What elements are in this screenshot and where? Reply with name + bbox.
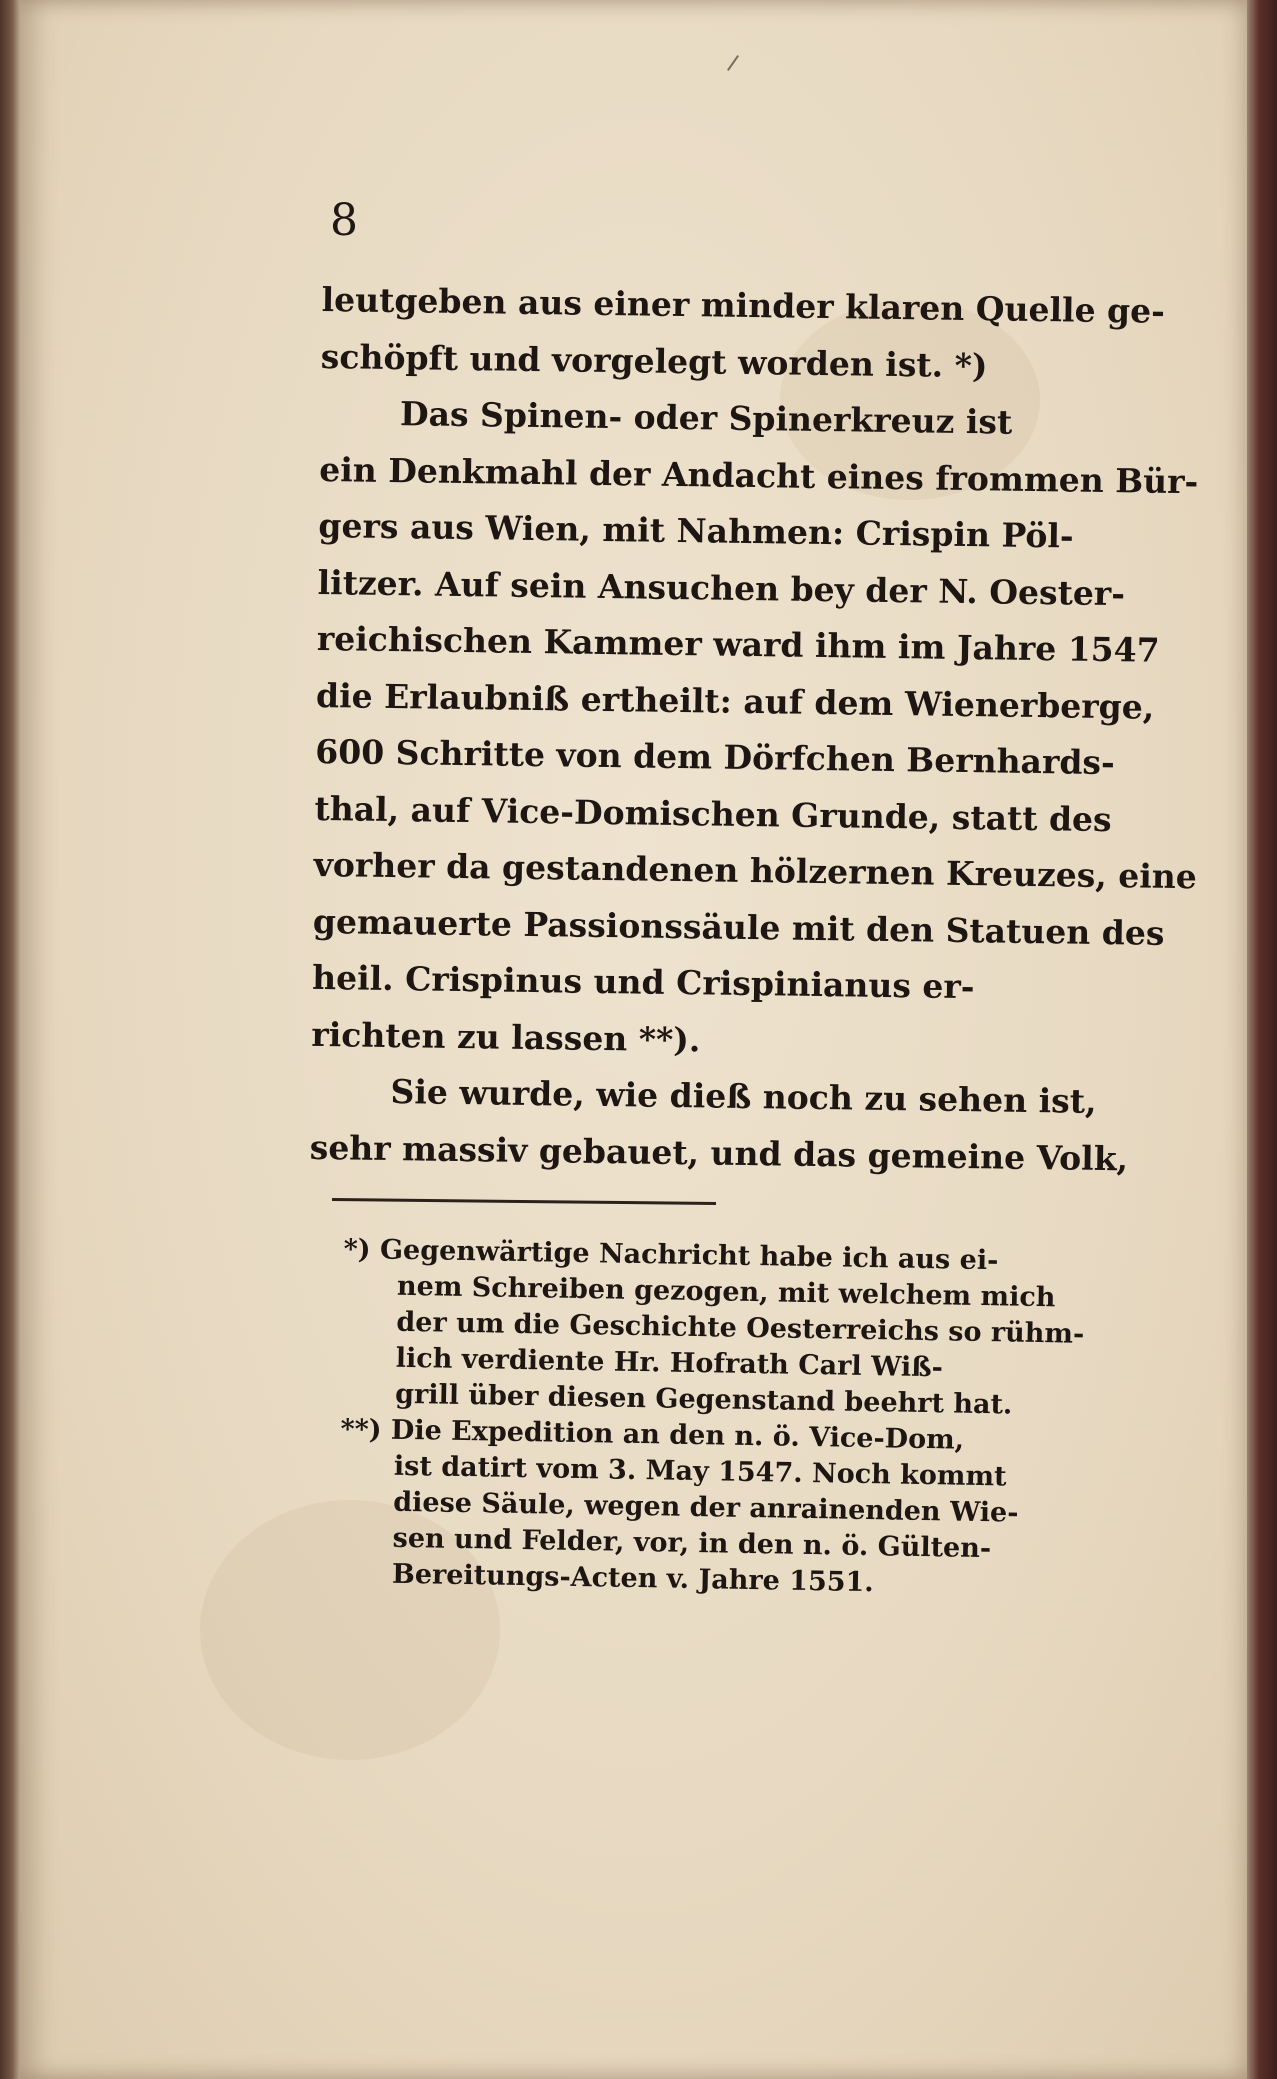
footnote-line: ist datirt vom 3. May 1547. Noch kommt [393,1450,1007,1493]
text-line: litzer. Auf sein Ansuchen bey der N. Oester- [317,562,1126,613]
footnote-line: *) Gegenwärtige Nachricht habe ich aus ei- [343,1233,999,1277]
footnote-2 [340,1412,1129,1606]
footnote-line: diese Säule, wegen der anrainenden Wie- [393,1486,1019,1529]
text-line: Das Spinen- oder Spinerkreuz ist [399,394,1013,442]
pencil-mark [727,55,739,71]
footnote-line: sen und Felder, vor, in den n. ö. Gülten- [392,1522,992,1565]
text-line: richten zu lassen **). [311,1014,701,1059]
text-line: sehr massiv gebauet, und das gemeine Volk, [309,1127,1129,1178]
footnote-line: grill über diesen Gegenstand beehrt hat. [394,1378,1013,1421]
text-line: heil. Crispinus und Crispinianus er- [311,957,975,1007]
text-line: leutgeben aus einer minder klaren Quelle ge- [321,279,1166,331]
text-line: thal, auf Vice-Domischen Grunde, statt des [314,788,1112,839]
text-line: schöpft und vorgelegt worden ist. *) [320,336,988,385]
text-line: Sie wurde, wie dieß noch zu sehen ist, [390,1072,1097,1121]
footnote-line: lich verdiente Hr. Hofrath Carl Wiß- [395,1342,944,1384]
footnote-line: **) Die Expedition an den n. ö. Vice-Dom, [340,1413,965,1456]
footnote-line: nem Schreiben gezogen, mit welchem mich [396,1270,1056,1314]
text-line: gers aus Wien, mit Nahmen: Crispin Pöl- [318,505,1074,556]
book-binding-left [0,0,22,2079]
page-number: 8 [330,195,358,246]
footnote-line: Bereitungs-Acten v. Jahre 1551. [391,1558,875,1599]
text-line: gemauerte Passionssäule mit den Statuen des [312,901,1165,953]
text-line: reichischen Kammer ward ihm im Jahre 1547 [316,618,1160,670]
footnotes [340,1232,1132,1606]
text-line: 600 Schritte von dem Dörfchen Bernhards- [315,731,1115,783]
text-line: ein Denkmahl der Andacht eines frommen Bür- [318,449,1199,501]
book-binding-right [1247,0,1277,2079]
footnote-1 [343,1232,1132,1426]
footnote-line: der um die Geschichte Oesterreichs so rühm- [396,1306,1085,1350]
text-line: die Erlaubniß ertheilt: auf dem Wienerberge, [315,675,1155,727]
main-text [309,272,1199,1187]
text-line: vorher da gestandenen hölzernen Kreuzes, eine [313,844,1198,897]
